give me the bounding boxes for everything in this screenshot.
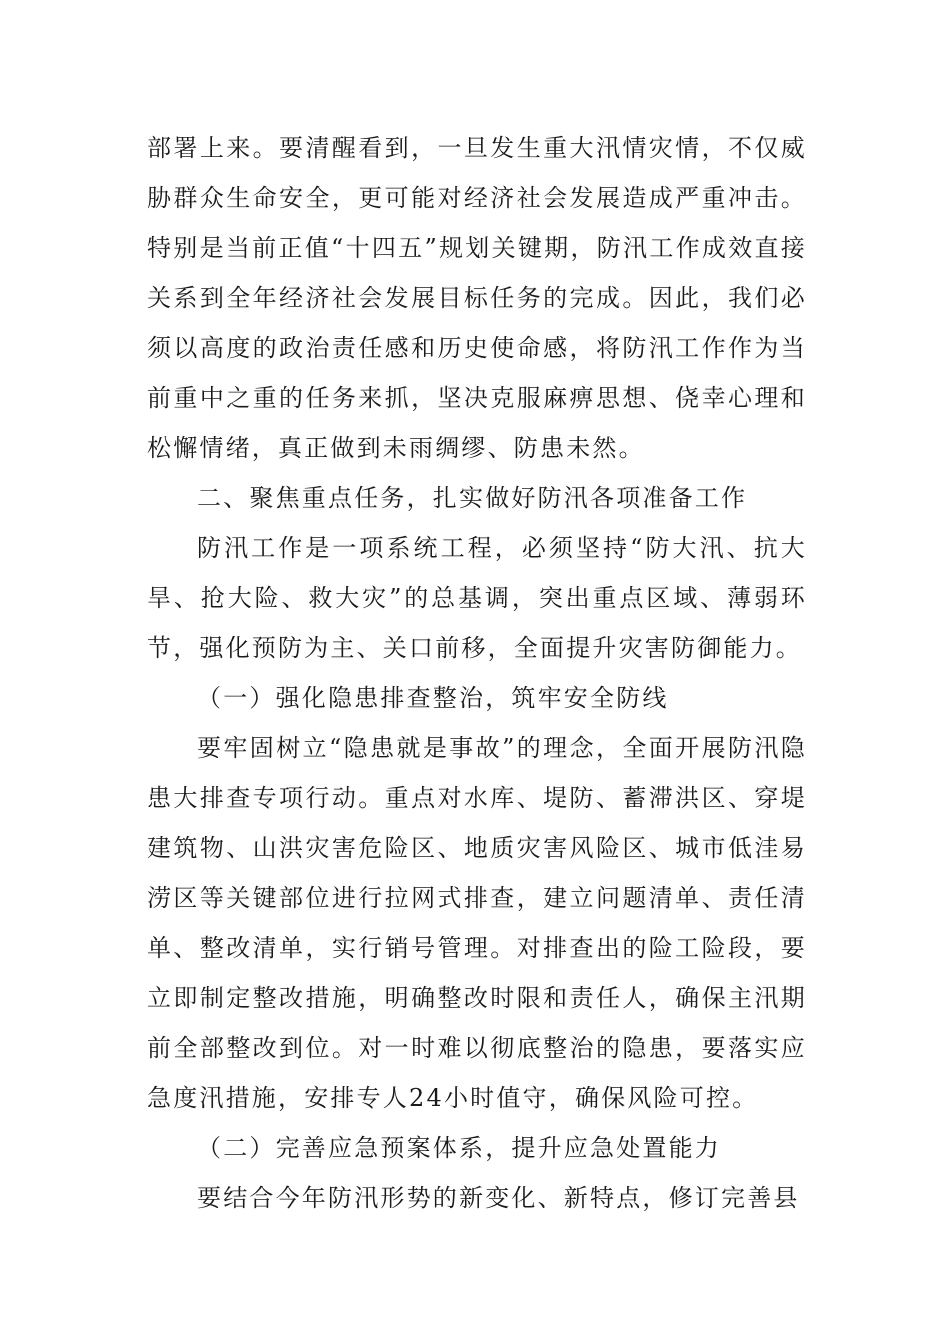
paragraph-1: 部署上来。要清醒看到，一旦发生重大汛情灾情，不仅威胁群众生命安全，更可能对经济社会发展造成严重冲击。特别是当前正值“十四五”规划关键期，防汛工作成效直接关系到全年经济社会发展目标任务的完成。因此，我们必须以高度的政治责任感和历史使命感，将防汛工作作为当前重中之重的任务来抓，坚决克服麻痹思想、侥幸心理和松懈情绪，真正做到未雨绸缪、防患未然。 bbox=[147, 134, 807, 462]
subsection-heading-1: （一）强化隐患排查整治，筑牢安全防线 bbox=[197, 684, 669, 712]
paragraph-2: 防汛工作是一项系统工程，必须坚持“防大汛、抗大旱、抢大险、救大灾”的总基调，突出重点区域、薄弱环节，强化预防为主、关口前移，全面提升灾害防御能力。 bbox=[147, 534, 807, 662]
paragraph-3: 要牢固树立“隐患就是事故”的理念，全面开展防汛隐患大排查专项行动。重点对水库、堤防、蓄滞洪区、穿堤建筑物、山洪灾害危险区、地质灾害风险区、城市低洼易涝区等关键部位进行拉网式排查，建立问题清单、责任清单、整改清单，实行销号管理。对排查出的险工险段，要立即制定整改措施，明确整改时限和责任人，确保主汛期前全部整改到位。对一时难以彻底整治的隐患，要落实应急度汛措施，安排专人24小时值守，确保风险可控。 bbox=[147, 734, 807, 1112]
section-heading-2: 二、聚焦重点任务，扎实做好防汛各项准备工作 bbox=[197, 484, 748, 512]
paragraph-4: 要结合今年防汛形势的新变化、新特点，修订完善县 bbox=[197, 1184, 800, 1212]
document-body bbox=[147, 123, 807, 1223]
subsection-heading-2: （二）完善应急预案体系，提升应急处置能力 bbox=[197, 1134, 721, 1162]
